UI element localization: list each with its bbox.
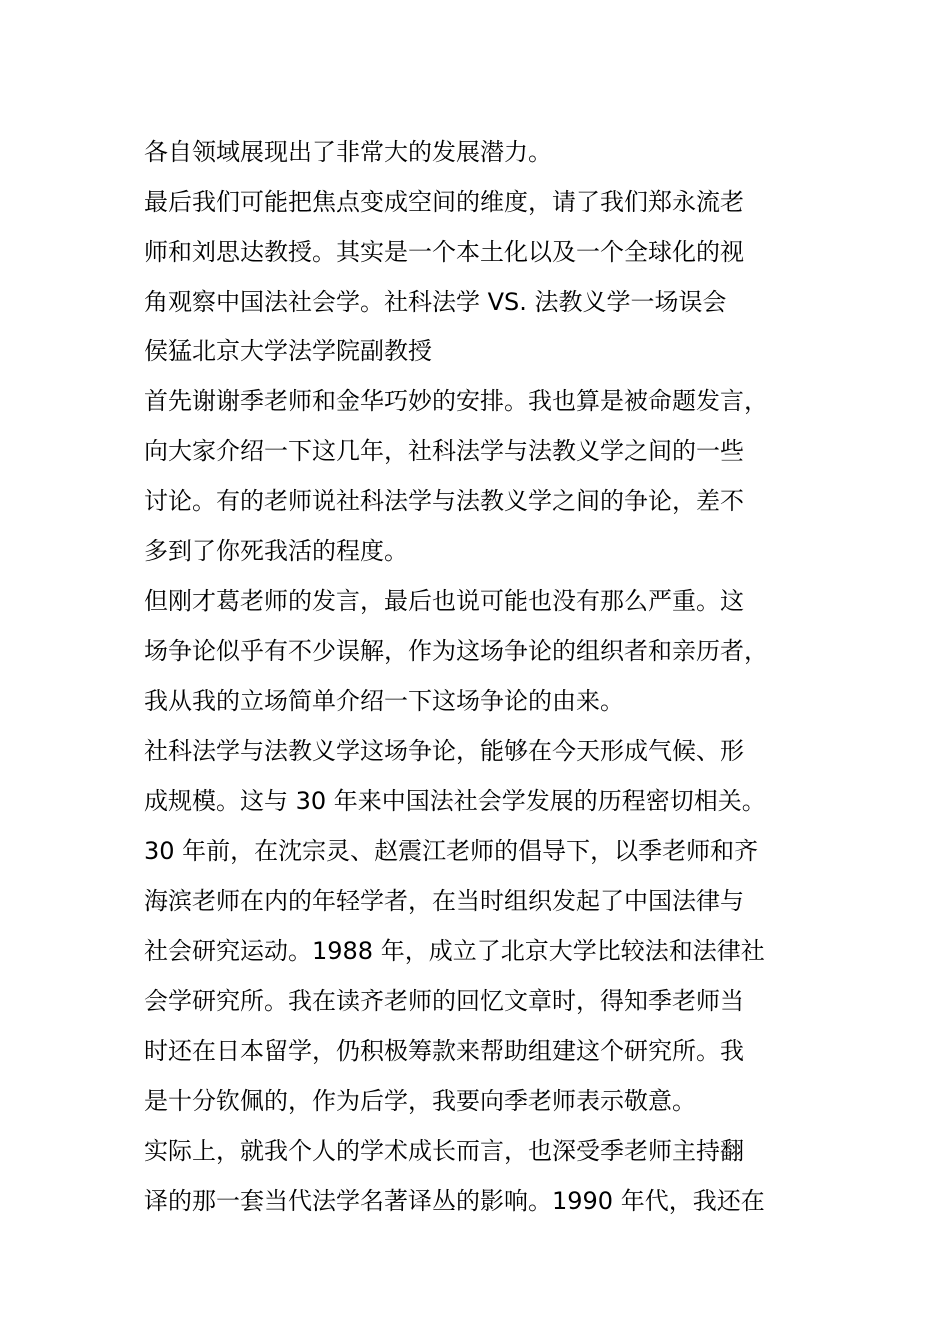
text-line: 多到了你死我活的程度。 <box>144 537 408 565</box>
document-page <box>144 127 824 1226</box>
text-line: 时还在日本留学，仍积极筹款来帮助组建这个研究所。我 <box>144 1037 744 1065</box>
text-line: 30 年前，在沈宗灵、赵震江老师的倡导下，以季老师和齐 <box>144 837 759 865</box>
text-line: 会学研究所。我在读齐老师的回忆文章时，得知季老师当 <box>144 987 744 1015</box>
text-line: 角观察中国法社会学。社科法学 VS. 法教义学一场误会 <box>144 288 727 316</box>
text-line: 但刚才葛老师的发言，最后也说可能也没有那么严重。这 <box>144 587 744 615</box>
text-line: 各自领域展现出了非常大的发展潜力。 <box>144 138 552 166</box>
text-line: 我从我的立场简单介绍一下这场争论的由来。 <box>144 687 624 715</box>
text-line: 向大家介绍一下这几年，社科法学与法教义学之间的一些 <box>144 437 744 465</box>
text-line: 师和刘思达教授。其实是一个本土化以及一个全球化的视 <box>144 238 744 266</box>
text-line: 最后我们可能把焦点变成空间的维度，请了我们郑永流老 <box>144 188 744 216</box>
text-line: 成规模。这与 30 年来中国法社会学发展的历程密切相关。 <box>144 787 766 815</box>
text-line: 场争论似乎有不少误解，作为这场争论的组织者和亲历者， <box>144 637 768 665</box>
text-line: 社会研究运动。1988 年，成立了北京大学比较法和法律社 <box>144 937 765 965</box>
text-line: 实际上，就我个人的学术成长而言，也深受季老师主持翻 <box>144 1137 744 1165</box>
author-line: 侯猛北京大学法学院副教授 <box>144 337 432 365</box>
text-line: 讨论。有的老师说社科法学与法教义学之间的争论，差不 <box>144 487 744 515</box>
text-line: 首先谢谢季老师和金华巧妙的安排。我也算是被命题发言， <box>144 387 768 415</box>
text-line: 译的那一套当代法学名著译丛的影响。1990 年代，我还在 <box>144 1187 765 1215</box>
text-line: 是十分钦佩的，作为后学，我要向季老师表示敬意。 <box>144 1087 696 1115</box>
text-line: 社科法学与法教义学这场争论，能够在今天形成气候、形 <box>144 737 744 765</box>
text-line: 海滨老师在内的年轻学者，在当时组织发起了中国法律与 <box>144 887 744 915</box>
